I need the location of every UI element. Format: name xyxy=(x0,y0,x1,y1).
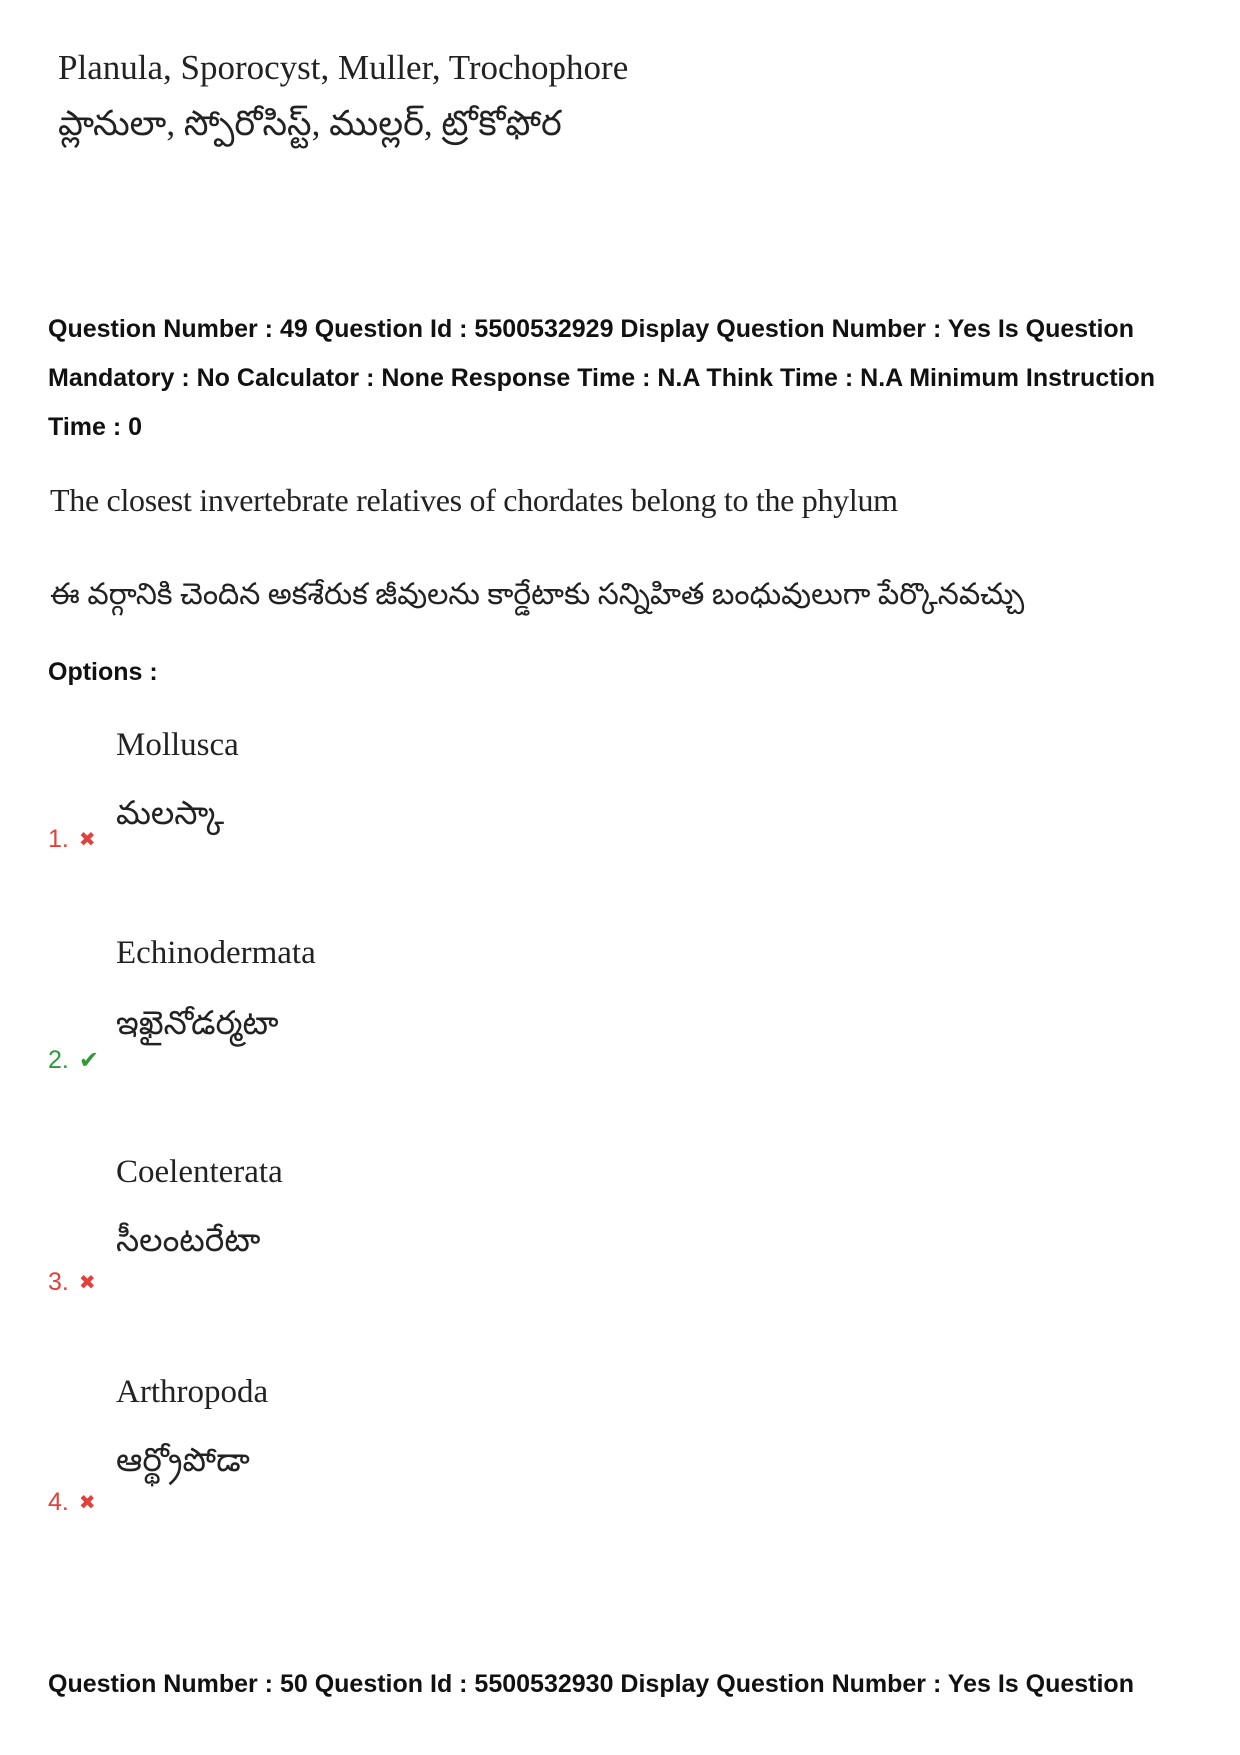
option-1-number xyxy=(48,825,96,854)
wrong-mark-icon: ✖ xyxy=(78,1492,96,1514)
option-1-english: Mollusca xyxy=(116,727,239,763)
option-1-label: 1. xyxy=(48,825,69,853)
option-4-telugu: ఆర్థ్రోపోడా xyxy=(116,1443,250,1479)
question-50-meta-line-1: Question Number : 50 Question Id : 5500532930 Display Question Number : Yes Is Question xyxy=(48,1670,1134,1698)
wrong-mark-icon: ✖ xyxy=(78,1272,96,1294)
option-4-label: 4. xyxy=(48,1488,69,1516)
option-3-telugu: సీలంటరేటా xyxy=(116,1223,261,1259)
previous-answer-telugu: ప్లానులా, స్పోరోసిస్ట్, ముల్లర్, ట్రోకోఫోర xyxy=(58,104,562,143)
question-49-meta xyxy=(48,305,1208,452)
question-49-text-english: The closest invertebrate relatives of chordates belong to the phylum xyxy=(50,482,898,518)
wrong-mark-icon: ✖ xyxy=(78,829,96,851)
option-3-label: 3. xyxy=(48,1268,69,1296)
previous-answer-english: Planula, Sporocyst, Muller, Trochophore xyxy=(58,48,629,87)
option-4-number xyxy=(48,1488,96,1517)
option-2-label: 2. xyxy=(48,1046,69,1074)
option-3-number xyxy=(48,1268,96,1297)
question-49-meta-line-3: Time : 0 xyxy=(48,413,143,441)
option-2-number xyxy=(48,1046,99,1075)
question-49-meta-line-2: Mandatory : No Calculator : None Response Time : N.A Think Time : N.A Minimum Instruction xyxy=(48,364,1156,392)
options-label: Options : xyxy=(48,658,158,686)
option-4-english: Arthropoda xyxy=(116,1374,269,1410)
correct-check-icon: ✔ xyxy=(78,1047,99,1074)
question-49-meta-line-1: Question Number : 49 Question Id : 5500532929 Display Question Number : Yes Is Question xyxy=(48,315,1134,343)
option-1-telugu: మలస్కా xyxy=(116,796,225,832)
option-2-english: Echinodermata xyxy=(116,935,316,971)
option-3-english: Coelenterata xyxy=(116,1154,283,1190)
question-50-meta xyxy=(48,1660,1208,1709)
question-49-text-telugu: ఈ వర్గానికి చెందిన అకశేరుక జీవులను కార్డేటాకు సన్నిహిత బంధువులుగా పేర్కొనవచ్చు xyxy=(50,578,1025,611)
option-2-telugu: ఇఖైనోడర్మటా xyxy=(116,1006,279,1042)
